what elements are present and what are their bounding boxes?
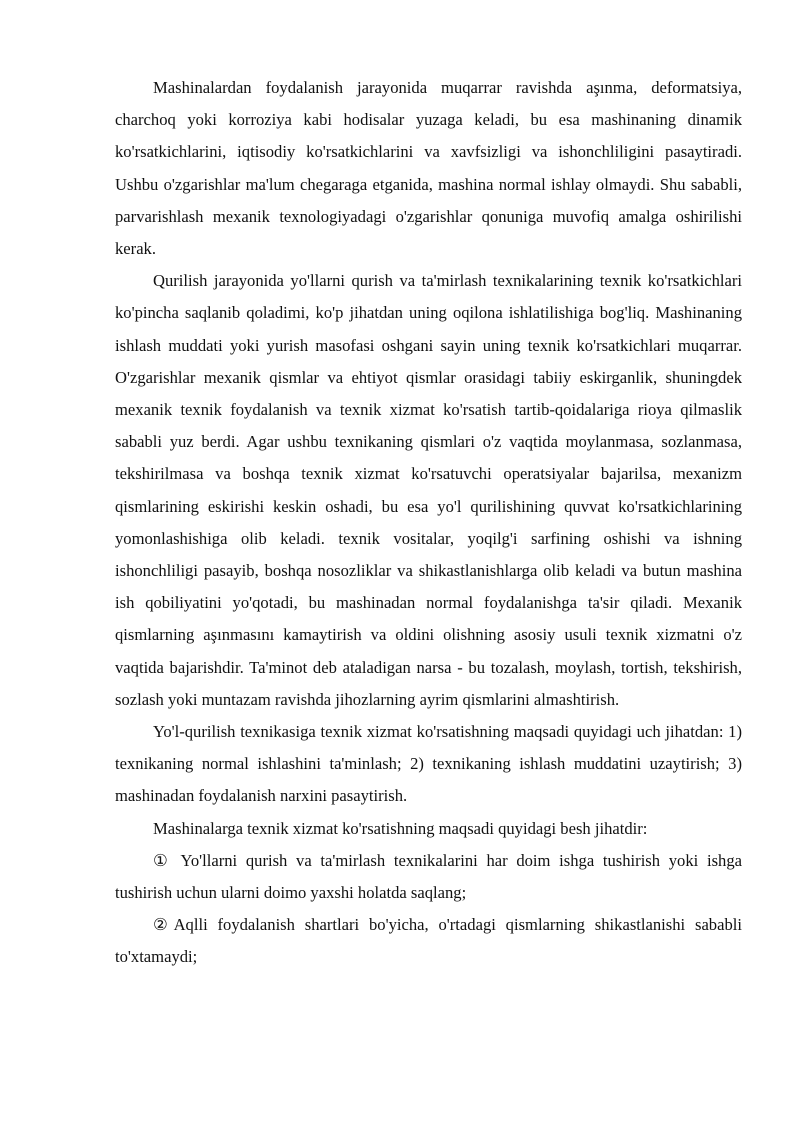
document-page [115, 72, 742, 974]
paragraph-wear-and-maintenance: Mashinalardan foydalanish jarayonida muqarrar ravishda aşınma, deformatsiya, charchoq yoki korroziya kabi hodisalar yuzaga keladi, bu esa mashinaning dinamik ko'rsatkichlarini, iqtisodiy ko'rsatkichlarini va xavfsizligi va ishonchliligini pasaytiradi. Ushbu o'zgarishlar ma'lum chegaraga etganida, mashina normal ishlay olmaydi. Shu sababli, parvarishlash mexanik texnologiyadagi o'zgarishlar qonuniga muvofiq amalga oshirilishi kerak. [115, 78, 742, 259]
paragraph-maintenance-goals-five: Mashinalarga texnik xizmat ko'rsatishning maqsadi quyidagi besh jihatdir: [153, 818, 648, 838]
list-item-goal-2: ②Aqlli foydalanish shartlari bo'yicha, o'rtadagi qismlarning shikastlanishi sababli to'xtamaydi; [115, 915, 742, 967]
paragraph-technical-indicators: Qurilish jarayonida yo'llarni qurish va ta'mirlash texnikalarining texnik ko'rsatkichlari ko'pincha saqlanib qoladimi, ko'p jihatdan uning oqilona ishlatilishiga bog'liq. Mashinaning ishlash muddati yoki yurish masofasi oshgani sayin uning texnik ko'rsatkichlari muqarrar. O'zgarishlar mexanik qismlar va ehtiyot qismlar orasidagi tabiiy eskirganlik, shuningdek mexanik texnik foydalanish va texnik xizmat ko'rsatish tartib-qoidalariga rioya qilmaslik sababli yuz berdi. Agar ushbu texnikaning qismlari o'z vaqtida moylanmasa, sozlanmasa, tekshirilmasa va boshqa texnik xizmat ko'rsatuvchi operatsiyalar bajarilsa, mexanizm qismlarining eskirishi keskin oshadi, bu esa yo'l qurilishining quvvat ko'rsatkichlarining yomonlashishiga olib keladi. texnik vositalar, yoqilg'i sarfining oshishi va ishning ishonchliligi pasayib, boshqa nosozliklar va shikastlanishlarga olib keladi va butun mashina ish qobiliyatini yo'qotadi, bu mashinadan normal foydalanishga ta'sir qiladi. Mexanik qismlarning aşınmasını kamaytirish va oldini olishning asosiy usuli texnik xizmatni o'z vaqtida bajarishdir. Ta'minot deb ataladigan narsa - bu tozalash, moylash, tortish, tekshirish, sozlash yoki muntazam ravishda jihozlarning ayrim qismlarini almashtirish. [115, 271, 742, 709]
list-item-goal-1: ① Yo'llarni qurish va ta'mirlash texnikalarini har doim ishga tushirish yoki ishga tushirish uchun ularni doimo yaxshi holatda saqlang; [115, 850, 742, 903]
paragraph-maintenance-goals-three: Yo'l-qurilish texnikasiga texnik xizmat ko'rsatishning maqsadi quyidagi uch jihatdan: 1) texnikaning normal ishlashini ta'minlash; 2) texnikaning ishlash muddatini uzaytirish; 3) mashinadan foydalanish narxini pasaytirish. [115, 722, 742, 806]
